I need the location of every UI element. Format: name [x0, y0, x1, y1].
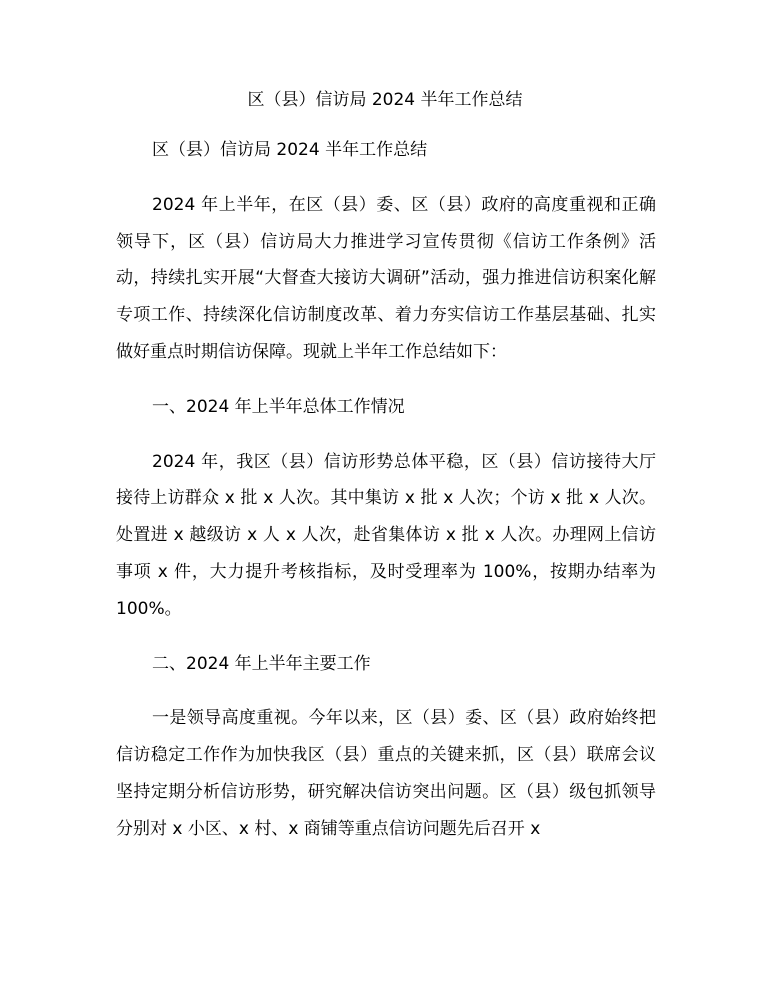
section-heading-overview: 一、2024 年上半年总体工作情况 — [152, 396, 405, 417]
paragraph-gap — [116, 628, 656, 646]
paragraph-gap — [116, 426, 656, 444]
main-work-paragraph: 一是领导高度重视。今年以来，区（县）委、区（县）政府始终把信访稳定工作作为加快我区（县）重点的关键来抓，区（县）联席会议坚持定期分析信访形势，研究解决信访突出问题。区（县）级包抓领导分别对 x 小区、x 村、x 商铺等重点信访问题先后召开 x — [116, 708, 656, 839]
overview-paragraph: 2024 年，我区（县）信访形势总体平稳，区（县）信访接待大厅接待上访群众 x 批 x 人次。其中集访 x 批 x 人次；个访 x 批 x 人次。处置进 x 越级访 x 人 x 人次，赴省集体访 x 批 x 人次。办理网上信访事项 x 件，大力提升考核指标，及时受理率为 100%，按期办结率为 100%。 — [116, 451, 656, 619]
intro-paragraph: 2024 年上半年，在区（县）委、区（县）政府的高度重视和正确领导下，区（县）信访局大力推进学习宣传贯彻《信访工作条例》活动，持续扎实开展“大督查大接访大调研”活动，强力推进信访积案化解专项工作、持续深化信访制度改革、着力夯实信访工作基层基础、扎实做好重点时期信访保障。现就上半年工作总结如下： — [116, 194, 656, 362]
document-title: 区（县）信访局 2024 半年工作总结 — [247, 90, 523, 110]
paragraph-gap — [116, 371, 656, 389]
document-body — [116, 132, 656, 848]
section-heading-main-work: 二、2024 年上半年主要工作 — [152, 653, 371, 674]
paragraph-gap — [116, 682, 656, 700]
subtitle-paragraph: 区（县）信访局 2024 半年工作总结 — [152, 140, 428, 160]
paragraph-gap — [116, 169, 656, 187]
